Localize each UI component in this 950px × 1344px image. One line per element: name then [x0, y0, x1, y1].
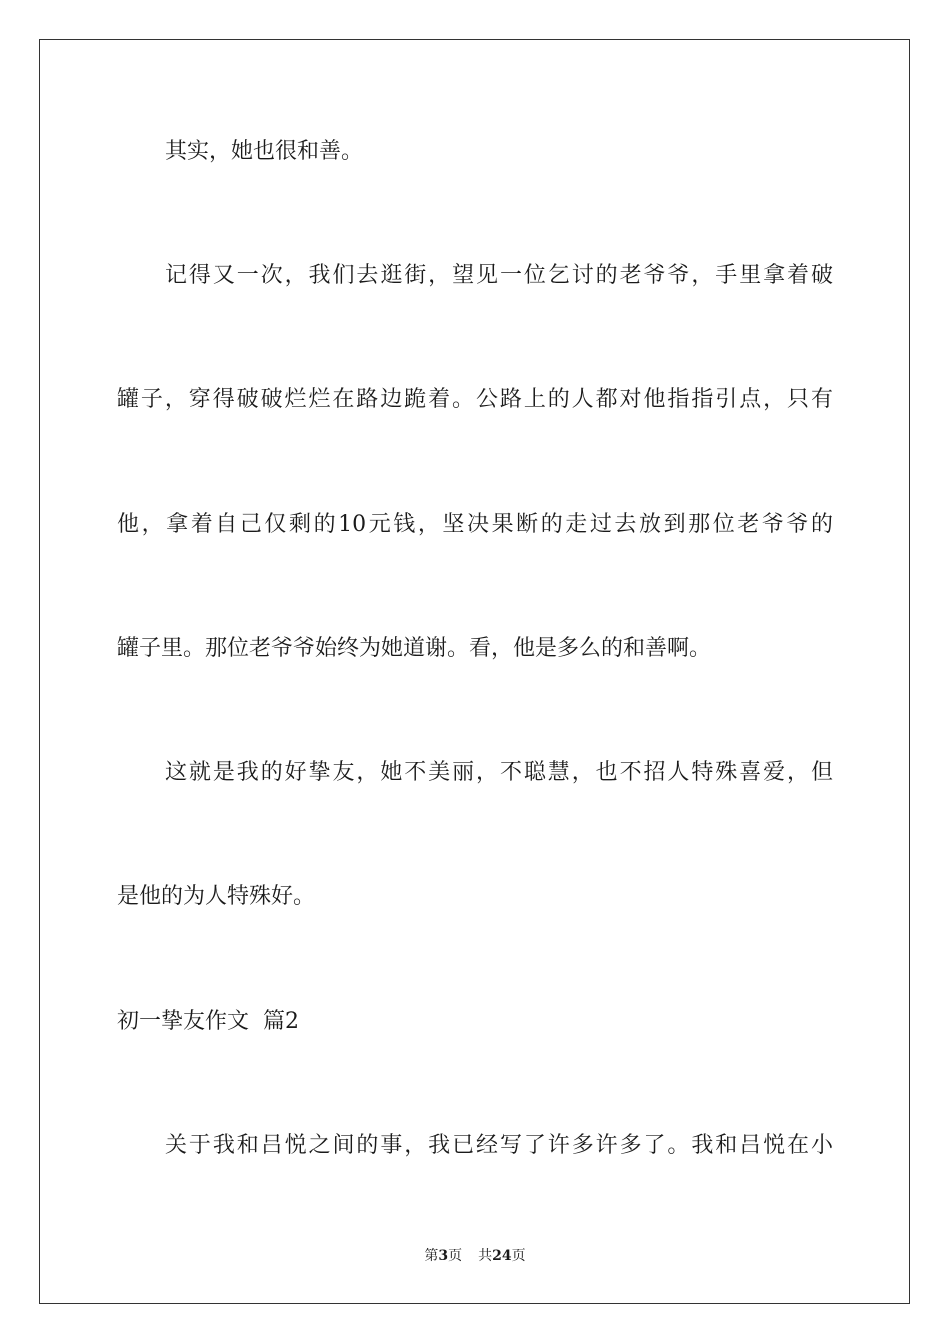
total-pages: 24	[492, 1248, 512, 1264]
paragraph-line: 罐子里。那位老爷爷始终为她道谢。看，他是多么的和善啊。	[117, 636, 712, 661]
total-prefix: 共	[478, 1248, 493, 1264]
paragraph-line: 其实，她也很和善。	[165, 139, 364, 164]
total-suffix: 页	[511, 1248, 526, 1264]
paragraph-line: 罐子，穿得破破烂烂在路边跪着。公路上的人都对他指指引点，只有	[117, 387, 833, 412]
section-heading: 初一挚友作文 篇2	[117, 1009, 299, 1034]
page-footer	[0, 1248, 950, 1264]
paragraph-line: 是他的为人特殊好。	[117, 884, 316, 909]
paragraph-line: 关于我和吕悦之间的事，我已经写了许多许多了。我和吕悦在小	[165, 1133, 833, 1158]
paragraph-line: 记得又一次，我们去逛街，望见一位乞讨的老爷爷，手里拿着破	[165, 263, 833, 288]
paragraph-line: 他，拿着自己仅剩的10元钱，坚决果断的走过去放到那位老爷爷的	[117, 512, 833, 537]
page-prefix: 第	[424, 1248, 439, 1264]
paragraph-line: 这就是我的好挚友，她不美丽，不聪慧，也不招人特殊喜爱，但	[165, 760, 833, 785]
page-border	[39, 39, 910, 1304]
page-suffix: 页	[448, 1248, 463, 1264]
page-number: 3	[438, 1248, 449, 1264]
